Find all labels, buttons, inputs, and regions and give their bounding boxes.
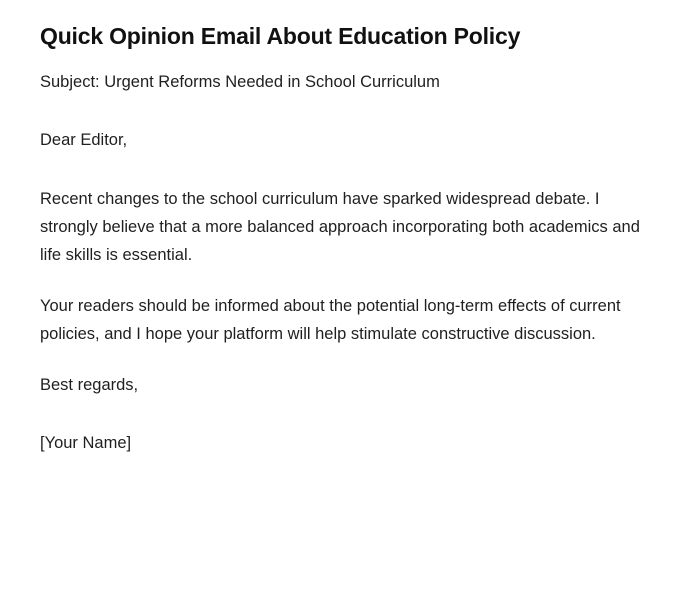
signoff: Best regards,	[40, 375, 139, 394]
subject-line: Subject: Urgent Reforms Needed in School Curriculum	[40, 72, 440, 91]
page-title: Quick Opinion Email About Education Policy	[40, 23, 521, 49]
salutation: Dear Editor,	[40, 131, 128, 150]
body-paragraph-1: Recent changes to the school curriculum have sparked widespread debate. I strongly believe that a more balanced approach incorporating both academics and life skills is essential.	[40, 189, 640, 265]
signature-placeholder: [Your Name]	[40, 433, 132, 452]
body-paragraph-2: Your readers should be informed about the potential long-term effects of current policies, and I hope your platform will help stimulate constructive discussion.	[40, 296, 621, 344]
